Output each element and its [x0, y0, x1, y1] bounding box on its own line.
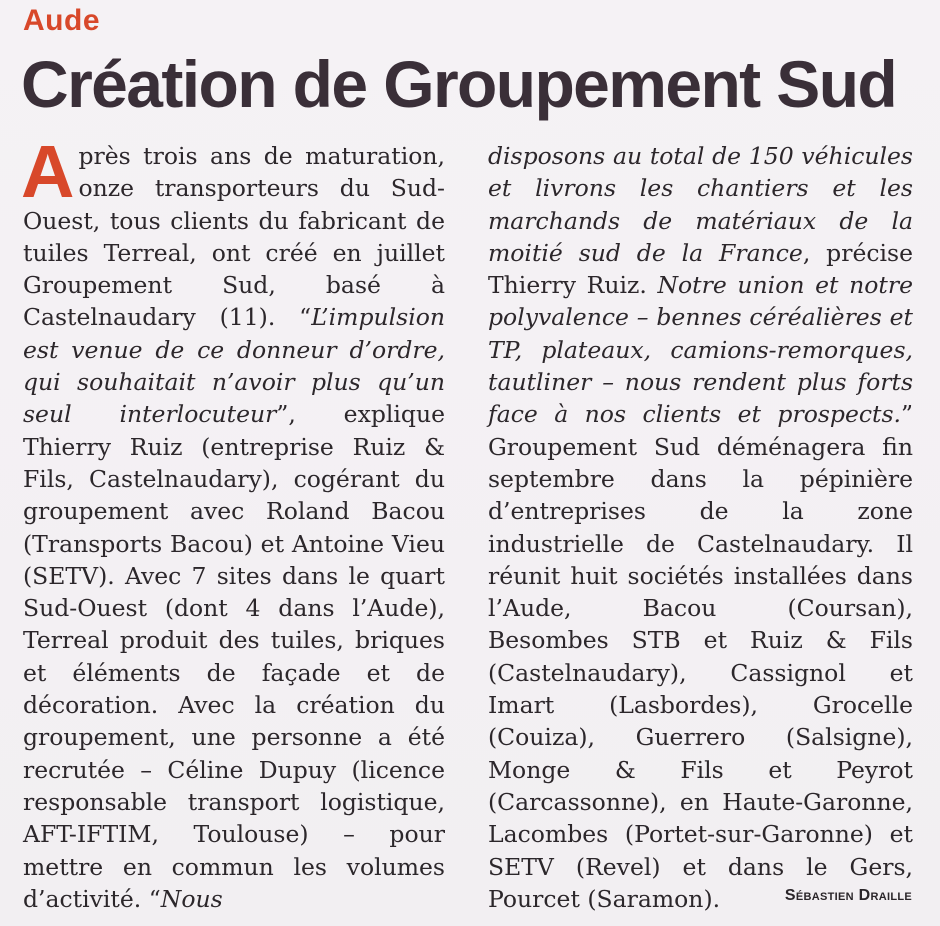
text-run: près trois ans de maturation, onze transporteurs du Sud-Ouest, tous clients du fabricant de tuiles Terreal, ont créé en juillet Groupement Sud, basé à Castelnaudary (11). “ [23, 142, 445, 332]
article-headline: Création de Groupement Sud [21, 47, 897, 121]
quote-run: L’impulsion est venue de ce donneur d’ordre, qui souhaitait n’avoir plus qu’un seul interlocuteur [23, 303, 445, 429]
section-rubric: Aude [23, 4, 100, 37]
text-run: , précise Thierry Ruiz. [488, 238, 913, 300]
text-run: ” Groupement Sud déménagera fin septembre dans la pépinière d’entreprises de la zone industrielle de Castelnaudary. Il réunit huit sociétés installées dans l’Aude, Bacou (Coursan), Besombes STB et Ruiz & Fils (Castelnaudary), Cassignol et Imart (Lasbordes), Grocelle (Couiza), Guerrero (Salsigne), Monge & Fils et Peyrot (Carcassonne), en Haute-Garonne, Lacombes (Portet-sur-Garonne) et SETV (Revel) et dans le Gers, Pourcet (Saramon). [488, 400, 913, 913]
article-column-right [488, 140, 913, 915]
article-column-left [21, 130, 445, 915]
article-paragraph [488, 140, 913, 915]
quote-run: disposons au total de 150 véhicules et livrons les chantiers et les marchands de matériaux de la moitié sud de la France [488, 142, 913, 267]
quote-run: Notre union et notre polyvalence – bennes céréalières et TP, plateaux, camions-remorques, tautliner – nous rendent plus forts face à nos clients et prospects. [488, 271, 913, 429]
drop-cap: A [21, 130, 75, 213]
article-paragraph [21, 130, 445, 915]
quote-run: Nous [160, 884, 223, 913]
author-byline: Sébastien Draille [784, 887, 912, 904]
text-run: ”, explique Thierry Ruiz (entreprise Ruiz & Fils, Castelnaudary), cogérant du groupement avec Roland Bacou (Transports Bacou) et Antoine Vieu (SETV). Avec 7 sites dans le quart Sud-Ouest (dont 4 dans l’Aude), Terreal produit des tuiles, briques et éléments de façade et de décoration. Avec la création du groupement, une personne a été recrutée – Céline Dupuy (licence responsable transport logistique, AFT-IFTIM, Toulouse) – pour mettre en commun les volumes d’activité. “ [23, 400, 445, 913]
